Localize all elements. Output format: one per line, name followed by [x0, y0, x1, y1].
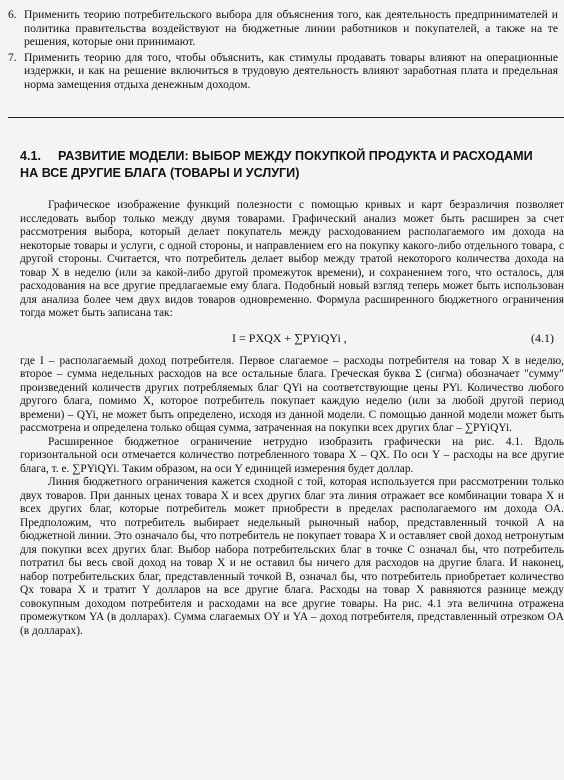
list-item-number: 6.	[8, 8, 17, 21]
list-item-text: Применить теорию для того, чтобы объяснить, как стимулы продавать товары влияют на операционные издержки, и как на решение включиться в трудовую деятельность влияют заработная плата и предельная норма замещения отдыха денежным доходом.	[24, 50, 558, 91]
section-title: РАЗВИТИЕ МОДЕЛИ: ВЫБОР МЕЖДУ ПОКУПКОЙ ПРОДУКТА И РАСХОДАМИ НА ВСЕ ДРУГИЕ БЛАГА (ТОВАРЫ И УСЛУГИ)	[20, 149, 533, 180]
paragraph-3: Расширенное бюджетное ограничение нетрудно изобразить графически на рис. 4.1. Вдоль горизонтальной оси отмечается количество потребленного товара X – QX. По оси Y – расходы на все другие блага, т. е. ∑PYiQYi. Таким образом, на оси Y единицей измерения будет доллар.	[20, 435, 564, 475]
section-body	[20, 199, 564, 638]
paragraph-2: где I – располагаемый доход потребителя. Первое слагаемое – расходы потребителя на товар X в неделю, второе – сумма недельных расходов на все остальные блага. Греческая буква Σ (сигма) обозначает "сумму" произведений количеств других потребляемых благ QYi на соответствующие цены PYi. Количество любого другого блага, помимо X, которое потребитель покупает каждую неделю (или за любой другой период времени) – QYi, не может быть определено, исходя из данной модели. С помощью данной модели может быть рассмотрена и определена только общая сумма, затраченная на покупки всех других благ – ∑PYiQYi.	[20, 354, 564, 434]
section-number: 4.1.	[20, 149, 42, 163]
list-item	[8, 8, 558, 49]
list-item-text: Применить теорию потребительского выбора для объяснения того, как деятельность предпринимателей и политика правительства воздействуют на бюджетные линии работников и покупателей, а также на те решения, которые они принимают.	[24, 8, 558, 49]
budget-formula	[20, 327, 564, 353]
list-item	[8, 51, 558, 92]
paragraph-1: Графическое изображение функций полезности с помощью кривых и карт безразличия позволяет исследовать выбор только между двумя товарами. Графический анализ может быть расширен за счет рассмотрения выбора, который делает покупатель между расходованием располагаемого им дохода на некоторые товары и услуги, с одной стороны, и направлением его на покупку какого-либо отдельного товара, с другой стороны. Считается, что потребитель делает выбор между тратой некоторого количества дохода на товар X в неделю (или за какой-либо другой промежуток времени), и сохранением того, что осталось, для расходования на все другие предлагаемые ему блага. Подобный новый взгляд теперь может быть использован для анализа более чем двух видов товаров одновременно. Формула расширенного бюджетного ограничения тогда может быть записана так:	[20, 199, 564, 319]
formula-number: (4.1)	[531, 330, 554, 345]
formula-expression: I = PXQX + ∑PYiQYi ,	[232, 330, 347, 345]
section-heading	[20, 148, 550, 182]
list-item-number: 7.	[8, 50, 17, 64]
paragraph-4: Линия бюджетного ограничения кажется сходной с той, которая используется при рассмотрении только двух товаров. При данных ценах товара X и всех других благ эта линия отражает все комбинации товара X и всех других благ, которые потребитель может приобрести в пределах располагаемого им дохода OA. Предположим, что потребитель выбирает недельный рыночный набор, представленный точкой A на бюджетной линии. Это означало бы, что потребитель не покупает товара X и оставляет свой доход нетронутым для покупки всех других благ. Выбор набора потребительских благ в точке C означал бы, что потребитель потратил бы весь свой доход на товар X и не оставил бы ничего для расходов на другие блага. И наконец, набор потребительских благ, представленный точкой B, означал бы, что потребитель приобретает количество Qx товара X и тратит Y долларов на все другие блага. Расходы на товар X равняются разнице между совокупным доходом потребителя и расходами на все другие товары. На рис. 4.1 эта величина отражена промежутком YA (в долларах). Сумма слагаемых OY и YA – доход потребителя, представленный отрезком OA (в долларах).	[20, 476, 564, 637]
objectives-list	[8, 8, 558, 94]
section-divider	[8, 117, 564, 118]
